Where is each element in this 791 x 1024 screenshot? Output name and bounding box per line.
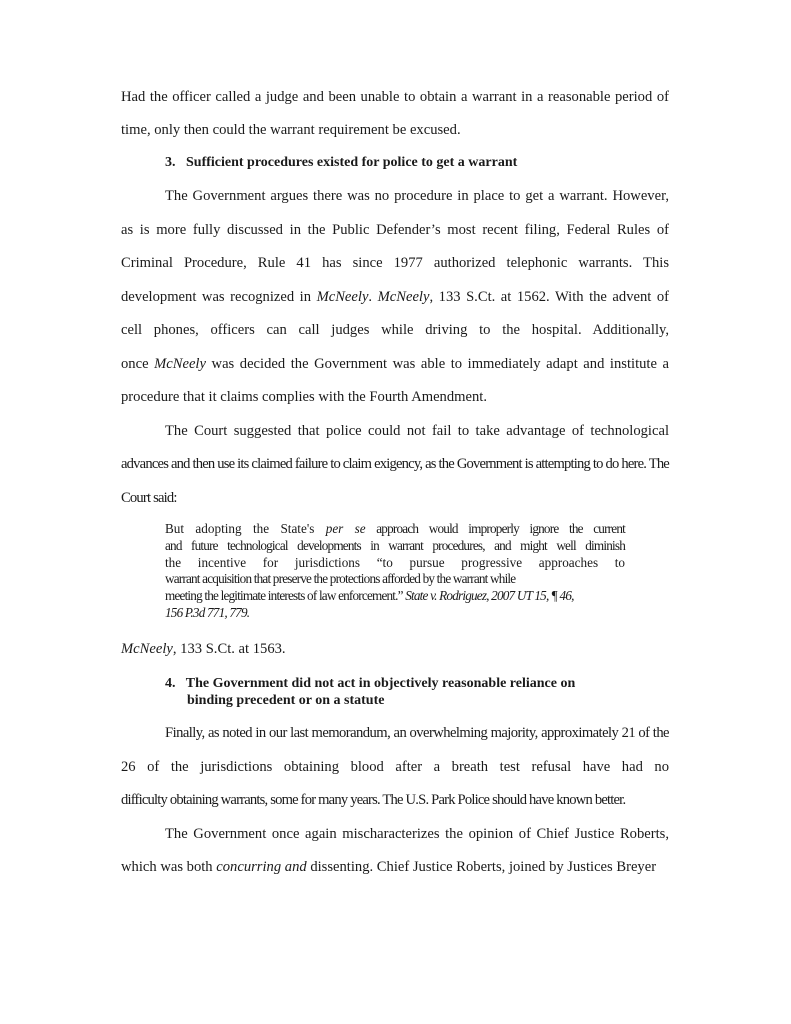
section-heading-4-line-2: binding precedent or on a statute <box>187 693 385 708</box>
paragraph-3-line-1: The Court suggested that police could not fail to take advantage of technological <box>165 423 669 439</box>
paragraph-2-line-3: Criminal Procedure, Rule 41 has since 1977 authorized telephonic warrants. This <box>121 255 669 271</box>
quote-line-5 <box>165 588 625 605</box>
heading-4-number: 4. <box>165 676 176 691</box>
p2-l4-text-e: , 133 S.Ct. at 1562. With the advent of <box>429 289 670 305</box>
quote-line-2: and future technological developments in warrant procedures, and might well diminish <box>165 537 625 553</box>
quote-line-3: the incentive for jurisdictions “to pursue progressive approaches to <box>165 554 625 570</box>
paragraph-2-line-4 <box>121 288 669 306</box>
citation-line <box>121 640 669 658</box>
quote-citation-end: 156 P.3d 771, 779. <box>165 604 250 620</box>
case-name-mcneely: McNeely <box>316 289 369 305</box>
heading-4-line-1: The Government did not act in objectively reasonable reliance on <box>185 676 576 691</box>
heading-3-number: 3. <box>165 155 176 170</box>
quote-l5-text-a: meeting the legitimate interests of law enforcement.” <box>165 588 406 604</box>
paragraph-2-line-6 <box>121 355 669 373</box>
case-name-mcneely: McNeely <box>377 289 430 305</box>
quote-per-se: per se <box>325 521 366 536</box>
paragraph-5-line-2 <box>121 858 669 876</box>
paragraph-1-line-1: Had the officer called a judge and been unable to obtain a warrant in a reasonable period of <box>121 89 669 105</box>
quote-l1-text-c: approach would improperly ignore the current <box>365 521 625 536</box>
p2-l4-text-c: . <box>368 289 378 305</box>
case-name-mcneely: McNeely <box>154 356 206 372</box>
paragraph-4-line-3: difficulty obtaining warrants, some for many years. The U.S. Park Police should have known better. <box>121 792 626 808</box>
paragraph-2-line-2: as is more fully discussed in the Public Defender’s most recent filing, Federal Rules of <box>121 222 669 238</box>
paragraph-2-line-7: procedure that it claims complies with the Fourth Amendment. <box>121 389 487 405</box>
quote-line-1 <box>165 521 625 538</box>
paragraph-2-line-5: cell phones, officers can call judges while driving to the hospital. Additionally, <box>121 322 669 338</box>
quote-line-6 <box>165 605 625 622</box>
section-heading-3 <box>165 154 635 172</box>
p2-l4-text-a: development was recognized in <box>121 289 317 305</box>
paragraph-2-line-1: The Government argues there was no procedure in place to get a warrant. However, <box>165 188 669 204</box>
p2-l6-text-c: was decided the Government was able to immediately adapt and institute a <box>205 356 669 372</box>
p2-l6-text-a: once <box>121 356 155 372</box>
p5-l2-text-a: which was both <box>121 859 217 875</box>
heading-3-text: Sufficient procedures existed for police to get a warrant <box>186 155 518 170</box>
p5-emphasis: concurring and <box>216 859 307 875</box>
block-quote <box>165 521 625 622</box>
paragraph-3-line-2: advances and then use its claimed failure to claim exigency, as the Government is attempting to do here. The <box>121 456 669 472</box>
paragraph-4-line-1: Finally, as noted in our last memorandum, an overwhelming majority, approximately 21 of the <box>165 725 669 741</box>
paragraph-3-line-3: Court said: <box>121 490 177 506</box>
quote-citation: State v. Rodriguez, 2007 UT 15, ¶ 46, <box>405 588 574 604</box>
paragraph-4-line-2: 26 of the jurisdictions obtaining blood after a breath test refusal have had no <box>121 759 669 775</box>
p5-l2-text-c: dissenting. Chief Justice Roberts, joined by Justices Breyer <box>306 859 657 875</box>
paragraph-1-line-2: time, only then could the warrant requirement be excused. <box>121 122 461 138</box>
citation-text: , 133 S.Ct. at 1563. <box>172 641 286 657</box>
quote-l1-text-a: But adopting the State's <box>165 521 326 536</box>
quote-line-4: warrant acquisition that preserve the protections afforded by the warrant while <box>165 571 516 587</box>
section-heading-4 <box>165 675 635 693</box>
paragraph-5-line-1: The Government once again mischaracterizes the opinion of Chief Justice Roberts, <box>165 826 669 842</box>
case-name-mcneely: McNeely <box>121 641 173 657</box>
